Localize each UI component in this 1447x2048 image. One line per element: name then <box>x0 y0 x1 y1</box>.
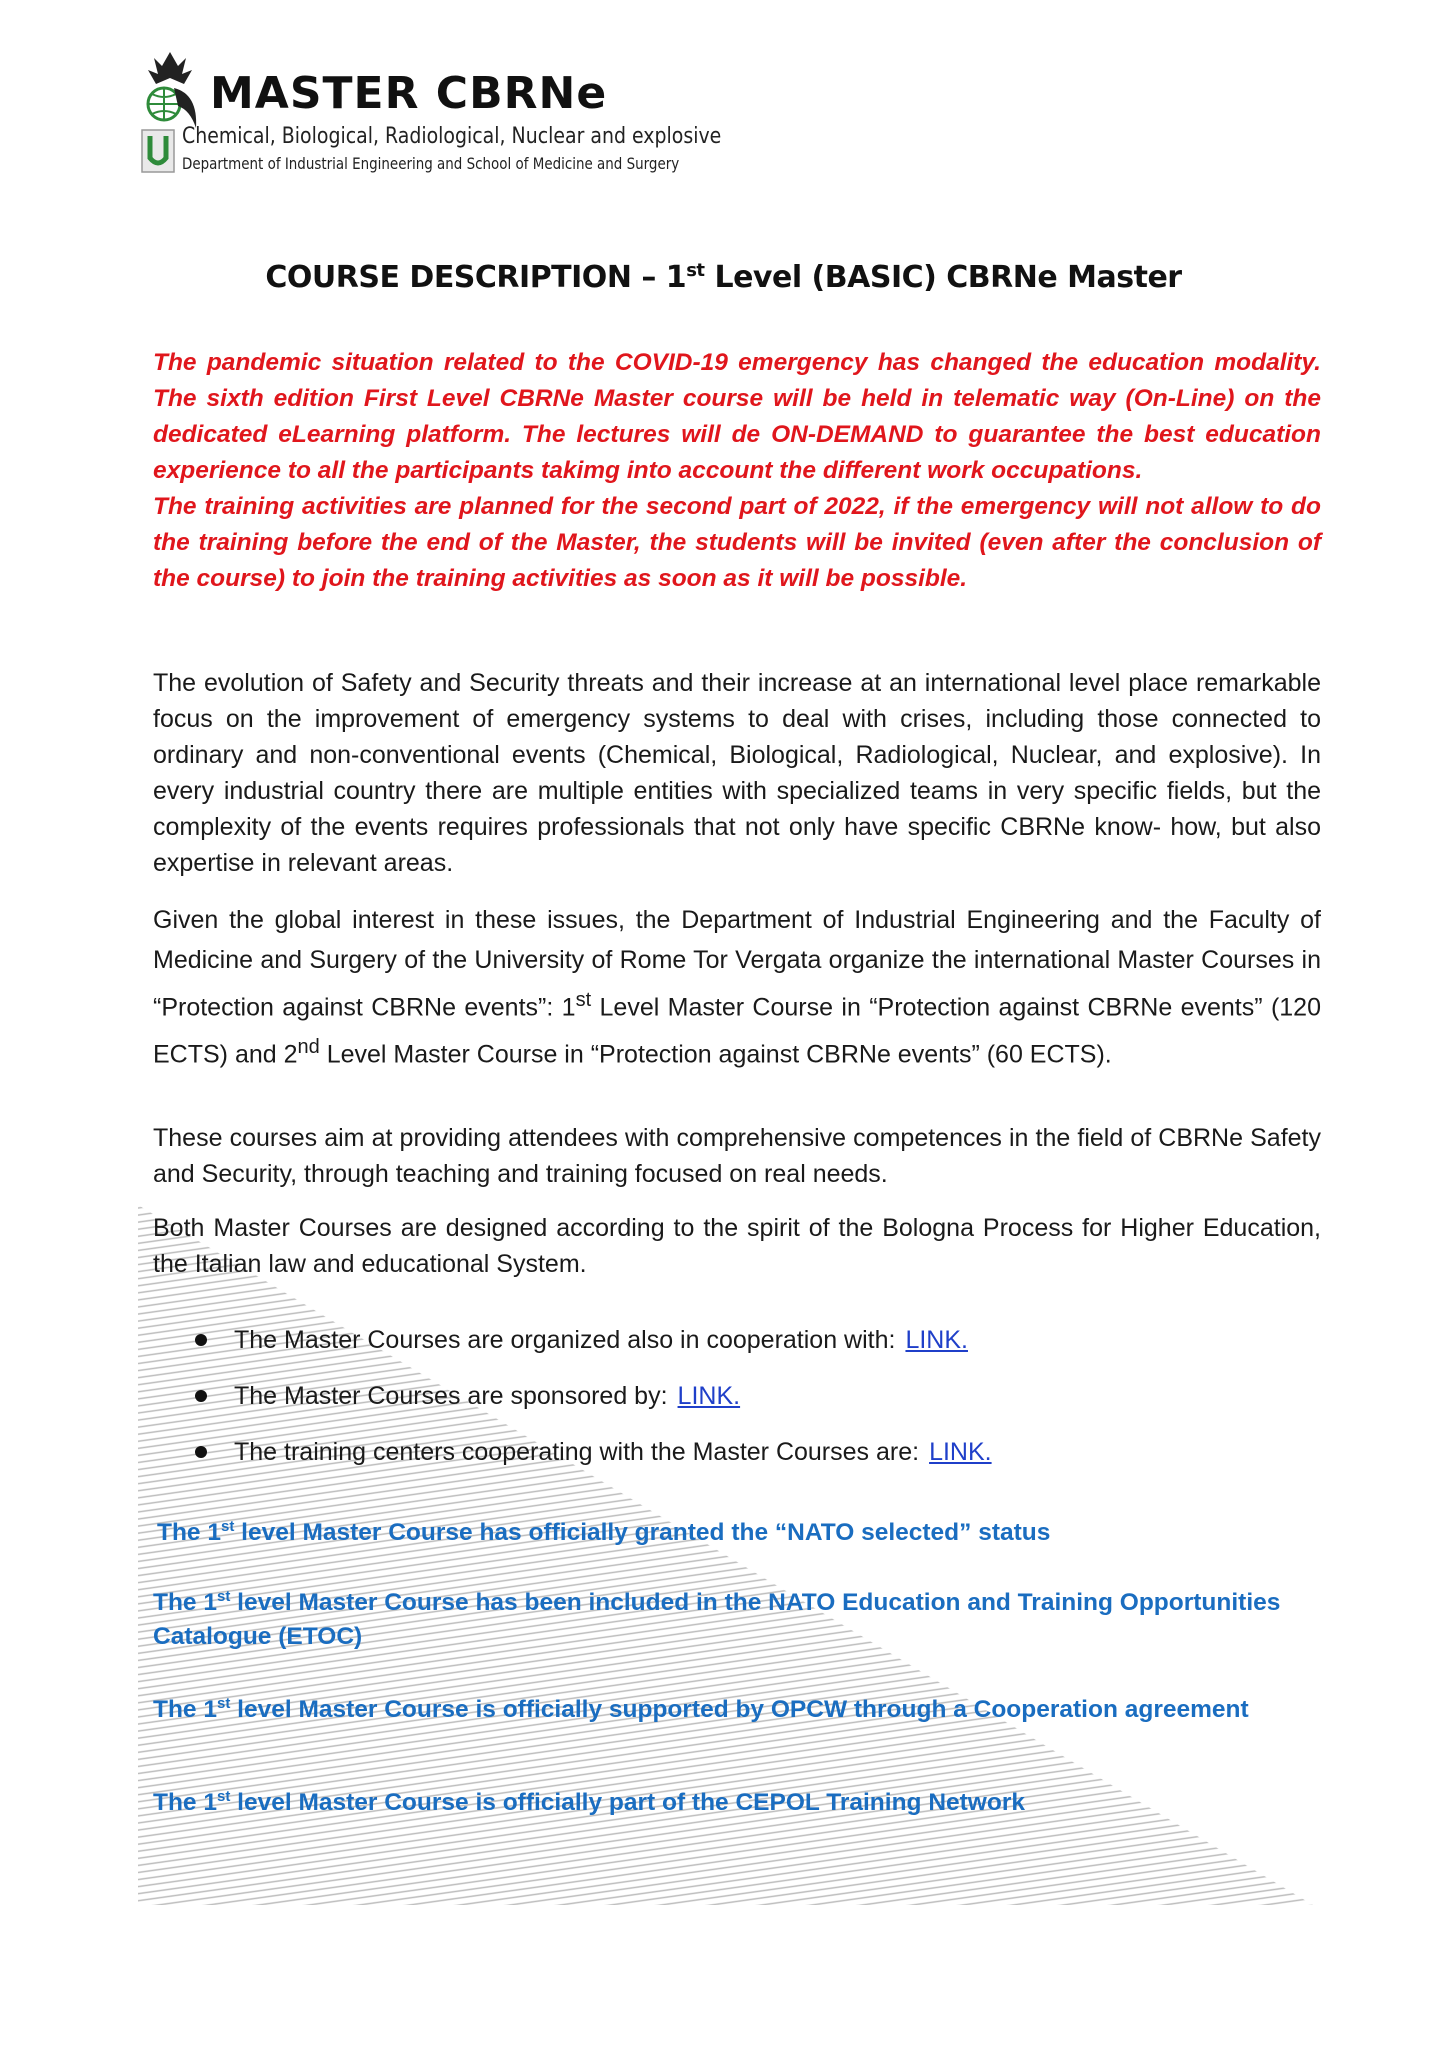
h4-post: level Master Course is officially part of the CEPOL Training Network <box>230 1789 1025 1817</box>
h4-pre: The 1 <box>153 1789 217 1817</box>
opcw-statement <box>153 1687 1321 1727</box>
notice-paragraph-2: The training activities are planned for the second part of 2022, if the emergency will not allow to do the training before the end of the Master, the students will be invited (even after the conclusion of the course) to join the training activities as soon as it will be possible. <box>153 493 1321 592</box>
cooperation-link[interactable]: LINK. <box>905 1325 968 1354</box>
h3-pre: The 1 <box>153 1696 217 1724</box>
body-paragraph-3: These courses aim at providing attendees with comprehensive competences in the field of CBRNe Safety and Security, through teaching and training focused on real needs. <box>153 1124 1321 1188</box>
master-cbrne-logo <box>140 40 722 180</box>
cepol-statement <box>153 1780 1321 1820</box>
bullet-text: The Master Courses are organized also in cooperation with: <box>234 1325 896 1354</box>
sponsors-link[interactable]: LINK. <box>677 1381 741 1410</box>
bullet-icon <box>195 1390 207 1402</box>
body-paragraph-2 <box>153 900 1321 1075</box>
university-shield-icon <box>140 128 176 174</box>
h4-sup: st <box>217 1788 231 1805</box>
list-item <box>195 1312 1095 1368</box>
h2-post: level Master Course has been included in the NATO Education and Training Opportunities Catalogue (ETOC) <box>153 1589 1281 1651</box>
h3-post: level Master Course is officially supported by OPCW through a Cooperation agreement <box>230 1696 1249 1724</box>
p2-text-c: Level Master Course in “Protection against CBRNe events” (60 ECTS). <box>319 1040 1112 1069</box>
nato-etoc-statement <box>153 1580 1321 1654</box>
h3-sup: st <box>217 1695 231 1712</box>
cooperation-bullet-list <box>195 1312 1095 1480</box>
nato-selected-statement <box>157 1510 1325 1550</box>
title-sup: st <box>686 260 705 281</box>
p2-text-a: Given the global interest in these issues, the Department of Industrial Engineering and the Faculty of Medicine and Surgery of the University of Rome Tor Vergata organize the international Master Courses in “Protection against CBRNe events”: 1 <box>153 906 1321 1022</box>
training-centers-link[interactable]: LINK. <box>929 1437 992 1466</box>
h1-sup: st <box>221 1518 235 1535</box>
h2-sup: st <box>217 1588 231 1605</box>
body-paragraph-4: Both Master Courses are designed according to the spirit of the Bologna Process for Higher Education, the Italian law and educational System. <box>153 1214 1321 1278</box>
bullet-icon <box>195 1446 207 1458</box>
p2-sup-2: nd <box>297 1036 320 1059</box>
bullet-text: The Master Courses are sponsored by: <box>234 1381 668 1410</box>
title-prefix: COURSE DESCRIPTION – 1 <box>265 260 687 295</box>
h2-pre: The 1 <box>153 1589 217 1617</box>
bullet-icon <box>195 1334 207 1346</box>
p2-sup-1: st <box>575 989 592 1011</box>
logo-title: MASTER CBRNe <box>210 68 608 119</box>
h1-post: level Master Course has officially granted the “NATO selected” status <box>234 1519 1051 1547</box>
covid-notice <box>153 345 1321 597</box>
logo-department: Department of Industrial Engineering and School of Medicine and Surgery <box>182 154 680 173</box>
list-item <box>195 1424 1095 1480</box>
h1-pre: The 1 <box>157 1519 221 1547</box>
body-paragraph-1: The evolution of Safety and Security threats and their increase at an international level place remarkable focus on the improvement of emergency systems to deal with crises, including those connected to ordinary and non-conventional events (Chemical, Biological, Radiological, Nuclear, and explosive). In every industrial country there are multiple entities with specialized teams in very specific fields, but the complexity of the events requires professionals that not only have specific CBRNe know- how, but also expertise in relevant areas. <box>153 669 1321 877</box>
bullet-text: The training centers cooperating with the Master Courses are: <box>234 1437 920 1466</box>
logo-subtitle: Chemical, Biological, Radiological, Nuclear and explosive <box>182 124 722 149</box>
notice-paragraph-1: The pandemic situation related to the COVID-19 emergency has changed the education modality. The sixth edition First Level CBRNe Master course will be held in telematic way (On-Line) on the dedicated eLearning platform. The lectures will de ON-DEMAND to guarantee the best education experience to all the participants takimg into account the different work occupations. <box>153 349 1321 484</box>
page-title <box>0 260 1447 295</box>
title-suffix: Level (BASIC) CBRNe Master <box>704 260 1182 295</box>
list-item <box>195 1368 1095 1424</box>
p2-text-b: Level Master Course in “Protection against CBRNe events” (120 ECTS) and 2 <box>153 993 1321 1069</box>
